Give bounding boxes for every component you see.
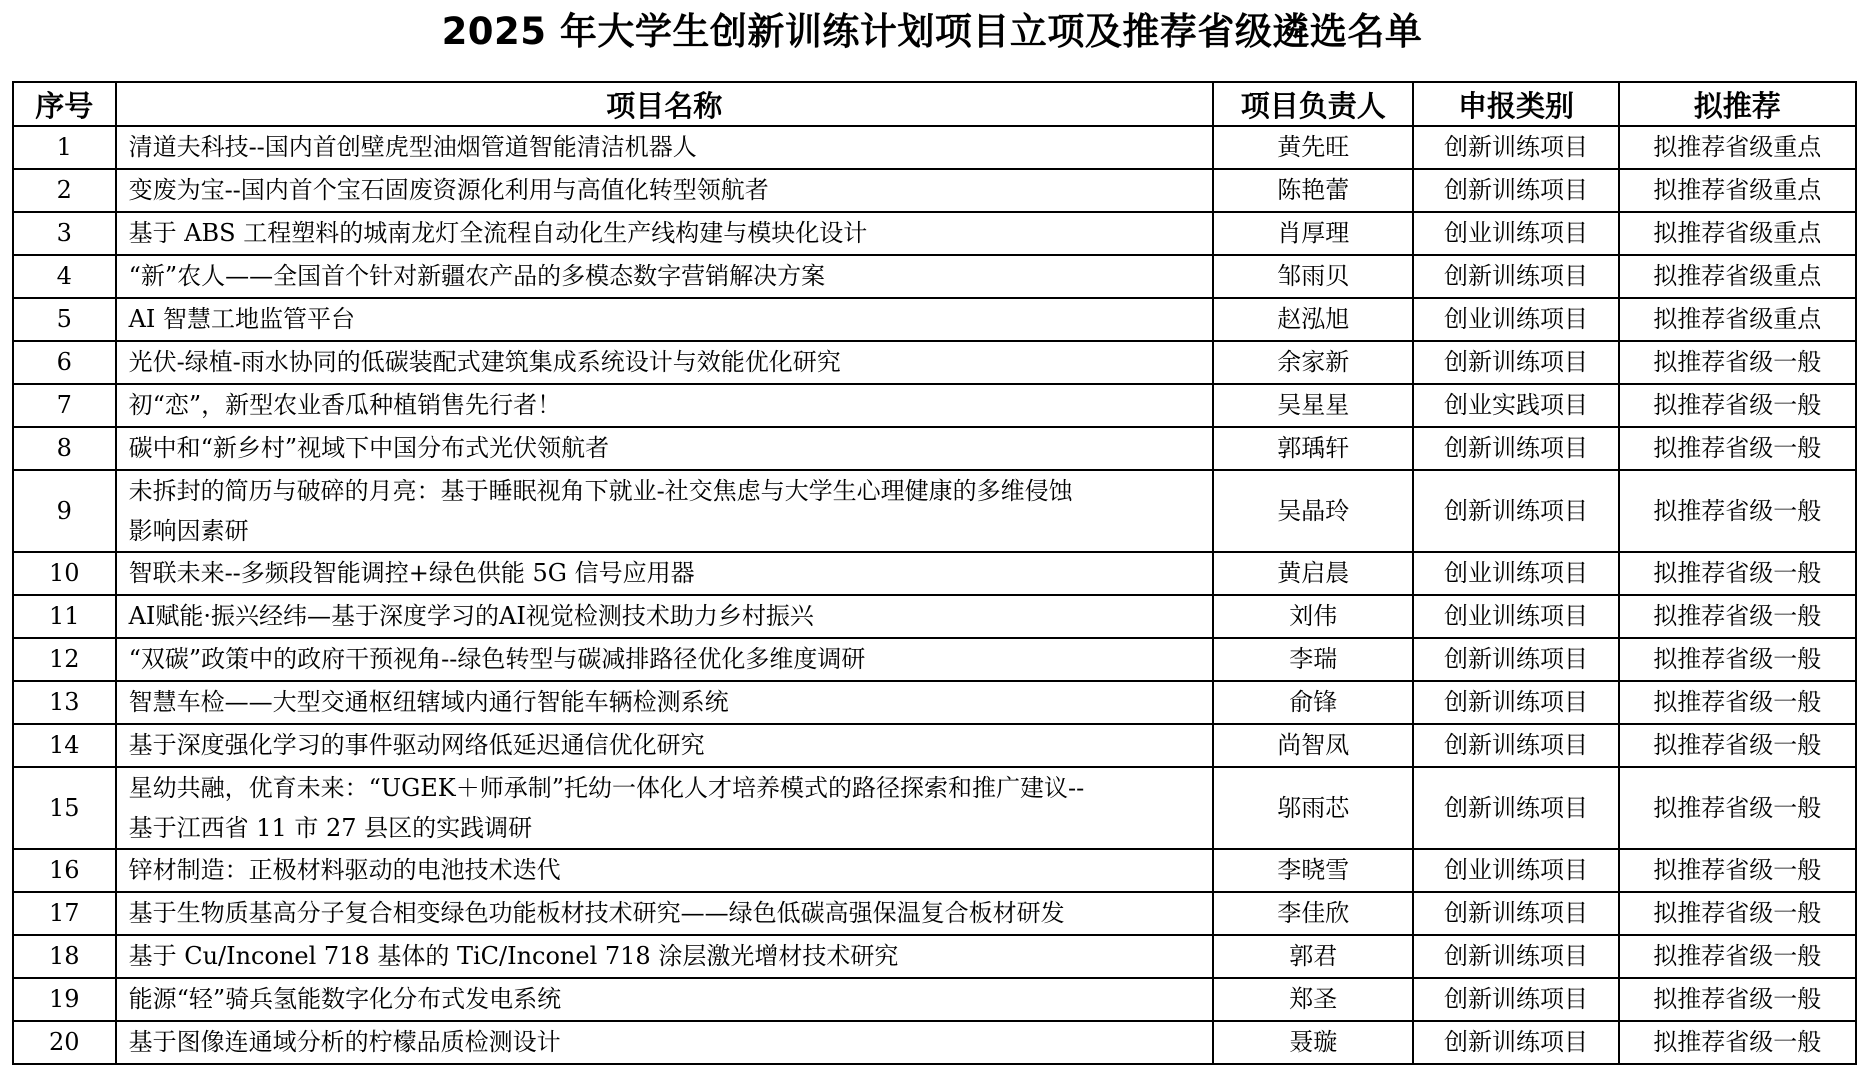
cell-project-name (116, 724, 1213, 767)
cell-leader: 吴星星 (1213, 384, 1413, 427)
cell-leader: 陈艳蕾 (1213, 169, 1413, 212)
table-body (13, 126, 1856, 1064)
table-row (13, 470, 1856, 552)
table-row (13, 595, 1856, 638)
project-name-text (129, 299, 1204, 340)
table-row (13, 978, 1856, 1021)
cell-project-name (116, 1021, 1213, 1064)
document-title: 2025 年大学生创新训练计划项目立项及推荐省级遴选名单 (441, 10, 1423, 53)
cell-type: 创新训练项目 (1413, 767, 1618, 849)
project-name-line: 未拆封的简历与破碎的月亮：基于睡眠视角下就业-社交焦虑与大学生心理健康的多维侵蚀 (128, 477, 1073, 505)
cell-index: 14 (13, 724, 116, 767)
cell-type: 创业训练项目 (1413, 849, 1618, 892)
project-name-line: 基于深度强化学习的事件驱动网络低延迟通信优化研究 (128, 731, 705, 759)
cell-type: 创新训练项目 (1413, 978, 1618, 1021)
project-name-line: 星幼共融，优育未来：“UGEK＋师承制”托幼一体化人才培养模式的路径探索和推广建议-- (128, 774, 1085, 802)
project-name-line: 清道夫科技--国内首创壁虎型油烟管道智能清洁机器人 (128, 133, 697, 161)
project-name-text (129, 428, 1204, 469)
cell-type: 创新训练项目 (1413, 470, 1618, 552)
cell-project-name (116, 384, 1213, 427)
cell-type: 创新训练项目 (1413, 638, 1618, 681)
cell-index: 20 (13, 1021, 116, 1064)
cell-type: 创新训练项目 (1413, 935, 1618, 978)
project-name-text (129, 768, 1204, 848)
table-row (13, 427, 1856, 470)
cell-type: 创新训练项目 (1413, 681, 1618, 724)
project-name-text (129, 850, 1204, 891)
cell-type: 创业训练项目 (1413, 552, 1618, 595)
project-name-line: AI赋能·振兴经纬—基于深度学习的AI视觉检测技术助力乡村振兴 (128, 602, 814, 630)
cell-project-name (116, 255, 1213, 298)
header-leader: 项目负责人 (1213, 82, 1413, 126)
cell-project-name (116, 638, 1213, 681)
cell-index: 19 (13, 978, 116, 1021)
cell-index: 12 (13, 638, 116, 681)
project-table (12, 81, 1857, 1065)
project-name-text (129, 682, 1204, 723)
table-row (13, 638, 1856, 681)
table-row (13, 169, 1856, 212)
cell-type: 创业训练项目 (1413, 298, 1618, 341)
cell-recommend: 拟推荐省级一般 (1619, 595, 1856, 638)
cell-recommend: 拟推荐省级一般 (1619, 638, 1856, 681)
cell-recommend: 拟推荐省级一般 (1619, 552, 1856, 595)
cell-index: 16 (13, 849, 116, 892)
header-project-name: 项目名称 (116, 82, 1213, 126)
table-row (13, 552, 1856, 595)
cell-recommend: 拟推荐省级一般 (1619, 724, 1856, 767)
table-row (13, 255, 1856, 298)
cell-project-name (116, 470, 1213, 552)
table-row (13, 767, 1856, 849)
table-row (13, 935, 1856, 978)
cell-index: 18 (13, 935, 116, 978)
cell-type: 创新训练项目 (1413, 255, 1618, 298)
cell-recommend: 拟推荐省级一般 (1619, 849, 1856, 892)
project-name-line: 能源“轻”骑兵氢能数字化分布式发电系统 (128, 985, 562, 1013)
project-name-line: 基于 ABS 工程塑料的城南龙灯全流程自动化生产线构建与模块化设计 (128, 219, 868, 247)
cell-recommend: 拟推荐省级一般 (1619, 935, 1856, 978)
cell-index: 5 (13, 298, 116, 341)
cell-recommend: 拟推荐省级一般 (1619, 767, 1856, 849)
project-name-line: 变废为宝--国内首个宝石固废资源化利用与高值化转型领航者 (128, 176, 769, 204)
cell-project-name (116, 767, 1213, 849)
cell-leader: 李瑞 (1213, 638, 1413, 681)
cell-project-name (116, 935, 1213, 978)
cell-index: 2 (13, 169, 116, 212)
project-name-text (129, 1022, 1204, 1063)
project-name-line: 初“恋”，新型农业香瓜种植销售先行者！ (128, 391, 562, 419)
project-name-line: 智慧车检——大型交通枢纽辖域内通行智能车辆检测系统 (128, 688, 729, 716)
project-name-line: AI 智慧工地监管平台 (128, 305, 356, 333)
cell-leader: 余家新 (1213, 341, 1413, 384)
cell-leader: 黄启晨 (1213, 552, 1413, 595)
project-name-text (129, 725, 1204, 766)
cell-leader: 吴晶玲 (1213, 470, 1413, 552)
project-name-line: 光伏-绿植-雨水协同的低碳装配式建筑集成系统设计与效能优化研究 (128, 348, 841, 376)
table-row (13, 298, 1856, 341)
cell-project-name (116, 892, 1213, 935)
cell-leader: 李晓雪 (1213, 849, 1413, 892)
project-name-text (129, 893, 1204, 934)
cell-index: 11 (13, 595, 116, 638)
cell-project-name (116, 595, 1213, 638)
table-row (13, 681, 1856, 724)
cell-recommend: 拟推荐省级重点 (1619, 169, 1856, 212)
project-name-text (129, 553, 1204, 594)
project-name-text (129, 213, 1204, 254)
header-type: 申报类别 (1413, 82, 1618, 126)
table-row (13, 126, 1856, 169)
cell-index: 3 (13, 212, 116, 255)
cell-index: 9 (13, 470, 116, 552)
cell-leader: 尚智凤 (1213, 724, 1413, 767)
cell-index: 13 (13, 681, 116, 724)
project-name-text (129, 342, 1204, 383)
cell-type: 创新训练项目 (1413, 724, 1618, 767)
project-name-line: 基于图像连通域分析的柠檬品质检测设计 (128, 1028, 561, 1056)
project-name-text (129, 385, 1204, 426)
cell-project-name (116, 298, 1213, 341)
table-row (13, 341, 1856, 384)
cell-index: 7 (13, 384, 116, 427)
cell-type: 创新训练项目 (1413, 169, 1618, 212)
table-row (13, 849, 1856, 892)
cell-project-name (116, 212, 1213, 255)
cell-leader: 聂璇 (1213, 1021, 1413, 1064)
project-name-text (129, 936, 1204, 977)
cell-leader: 黄先旺 (1213, 126, 1413, 169)
cell-type: 创新训练项目 (1413, 427, 1618, 470)
table-header-row (13, 82, 1856, 126)
table-row (13, 384, 1856, 427)
cell-type: 创业训练项目 (1413, 212, 1618, 255)
cell-index: 4 (13, 255, 116, 298)
project-name-text (129, 170, 1204, 211)
cell-recommend: 拟推荐省级一般 (1619, 978, 1856, 1021)
project-name-line: 基于生物质基高分子复合相变绿色功能板材技术研究——绿色低碳高强保温复合板材研发 (128, 899, 1065, 927)
cell-project-name (116, 126, 1213, 169)
project-name-line: 基于江西省 11 市 27 县区的实践调研 (128, 814, 533, 842)
cell-recommend: 拟推荐省级一般 (1619, 681, 1856, 724)
cell-type: 创业实践项目 (1413, 384, 1618, 427)
cell-leader: 郭君 (1213, 935, 1413, 978)
project-name-text (129, 639, 1204, 680)
cell-recommend: 拟推荐省级一般 (1619, 341, 1856, 384)
cell-project-name (116, 341, 1213, 384)
project-name-text (129, 596, 1204, 637)
cell-index: 8 (13, 427, 116, 470)
cell-project-name (116, 427, 1213, 470)
project-name-line: “新”农人——全国首个针对新疆农产品的多模态数字营销解决方案 (128, 262, 826, 290)
cell-index: 6 (13, 341, 116, 384)
cell-index: 17 (13, 892, 116, 935)
table-row (13, 724, 1856, 767)
cell-recommend: 拟推荐省级一般 (1619, 427, 1856, 470)
project-name-text (129, 471, 1204, 551)
cell-leader: 刘伟 (1213, 595, 1413, 638)
cell-leader: 俞锋 (1213, 681, 1413, 724)
cell-project-name (116, 978, 1213, 1021)
table-row (13, 212, 1856, 255)
cell-index: 1 (13, 126, 116, 169)
cell-type: 创新训练项目 (1413, 341, 1618, 384)
project-name-line: 碳中和“新乡村”视域下中国分布式光伏领航者 (128, 434, 610, 462)
cell-leader: 李佳欣 (1213, 892, 1413, 935)
cell-recommend: 拟推荐省级重点 (1619, 255, 1856, 298)
cell-type: 创新训练项目 (1413, 126, 1618, 169)
cell-leader: 肖厚理 (1213, 212, 1413, 255)
project-name-line: 影响因素研 (128, 517, 249, 545)
header-index: 序号 (13, 82, 116, 126)
table-row (13, 892, 1856, 935)
cell-recommend: 拟推荐省级一般 (1619, 470, 1856, 552)
project-name-text (129, 127, 1204, 168)
cell-index: 15 (13, 767, 116, 849)
cell-project-name (116, 681, 1213, 724)
cell-recommend: 拟推荐省级重点 (1619, 126, 1856, 169)
cell-recommend: 拟推荐省级一般 (1619, 892, 1856, 935)
cell-leader: 郭瑀轩 (1213, 427, 1413, 470)
project-name-line: 锌材制造：正极材料驱动的电池技术迭代 (128, 856, 561, 884)
cell-leader: 赵泓旭 (1213, 298, 1413, 341)
project-name-text (129, 979, 1204, 1020)
cell-type: 创新训练项目 (1413, 892, 1618, 935)
cell-project-name (116, 169, 1213, 212)
cell-type: 创新训练项目 (1413, 1021, 1618, 1064)
cell-leader: 邬雨芯 (1213, 767, 1413, 849)
table-row (13, 1021, 1856, 1064)
project-name-text (129, 256, 1204, 297)
cell-recommend: 拟推荐省级重点 (1619, 298, 1856, 341)
cell-leader: 郑圣 (1213, 978, 1413, 1021)
cell-recommend: 拟推荐省级一般 (1619, 1021, 1856, 1064)
project-name-line: “双碳”政策中的政府干预视角--绿色转型与碳减排路径优化多维度调研 (128, 645, 866, 673)
project-name-line: 智联未来--多频段智能调控+绿色供能 5G 信号应用器 (128, 559, 695, 587)
cell-recommend: 拟推荐省级重点 (1619, 212, 1856, 255)
cell-index: 10 (13, 552, 116, 595)
cell-project-name (116, 849, 1213, 892)
cell-project-name (116, 552, 1213, 595)
cell-leader: 邹雨贝 (1213, 255, 1413, 298)
cell-recommend: 拟推荐省级一般 (1619, 384, 1856, 427)
project-name-line: 基于 Cu/Inconel 718 基体的 TiC/Inconel 718 涂层激光增材技术研究 (128, 942, 899, 970)
header-recommend: 拟推荐 (1619, 82, 1856, 126)
cell-type: 创业训练项目 (1413, 595, 1618, 638)
